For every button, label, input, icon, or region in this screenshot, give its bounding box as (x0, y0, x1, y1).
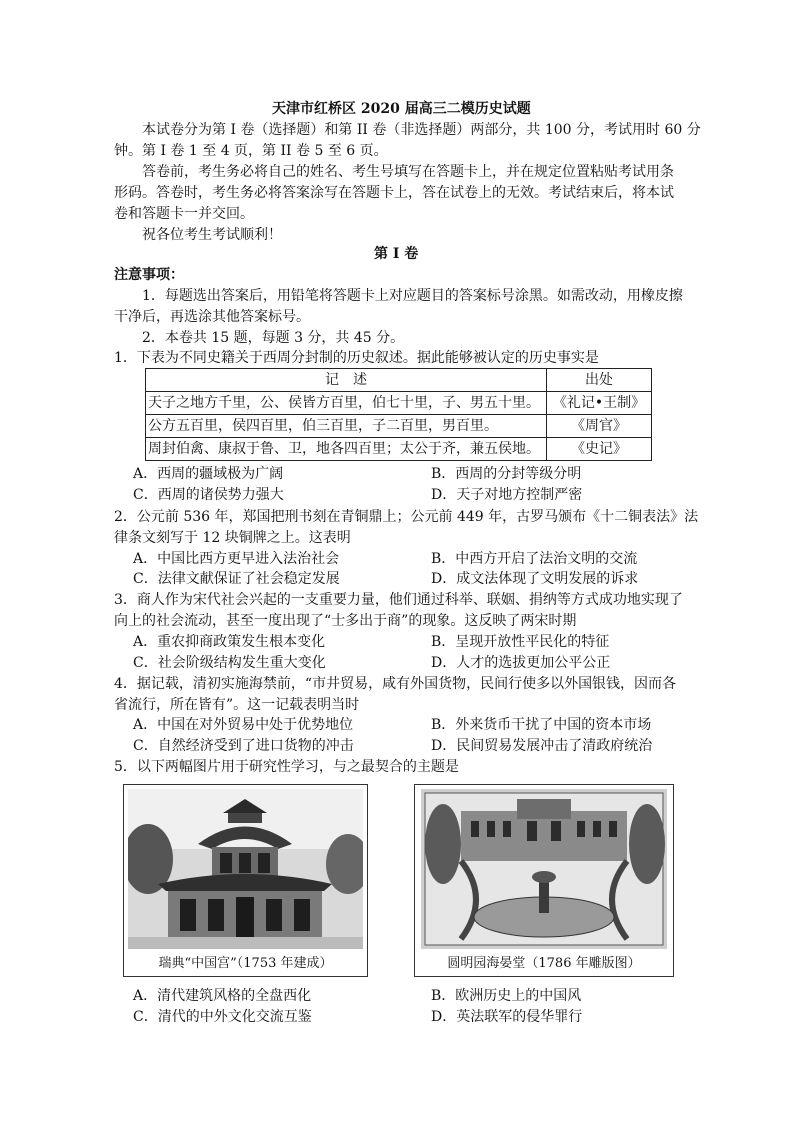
option-c[interactable]: C．清代的中外文化交流互鉴 (133, 1009, 312, 1025)
table-row (146, 415, 652, 438)
photo-haiyantang (414, 784, 674, 977)
notice-heading: 注意事项： (114, 267, 184, 283)
intro-line: 本试卷分为第 I 卷（选择题）和第 II 卷（非选择题）两部分，共 100 分，考试用时 60 分 (142, 122, 701, 138)
table-row (146, 392, 652, 415)
notice-line: 2．本卷共 15 题，每题 3 分，共 45 分。 (142, 330, 405, 346)
option-d[interactable]: D．成文法体现了文明发展的诉求 (431, 571, 639, 587)
option-d[interactable]: D．天子对地方控制严密 (431, 487, 583, 503)
question-stem: 4．据记载，清初实施海禁前，“市井贸易，咸有外国货物，民间行使多以外国银钱，因而各 (114, 676, 677, 692)
option-a[interactable]: A．清代建筑风格的全盘西化 (133, 988, 312, 1004)
notice-line: 1．每题选出答案后，用铅笔将答题卡上对应题目的答案标号涂黑。如需改动，用橡皮擦 (142, 288, 683, 304)
question-stem: 3．商人作为宋代社会兴起的一支重要力量，他们通过科举、联姻、捐纳等方式成功地实现了 (114, 592, 683, 608)
option-b[interactable]: B．欧洲历史上的中国风 (431, 988, 582, 1004)
table-cell: 天子之地方千里，公、侯皆方百里，伯七十里，子、男五十里。 (146, 392, 547, 415)
option-c[interactable]: C．西周的诸侯势力强大 (133, 487, 284, 503)
option-c[interactable]: C．自然经济受到了进口货物的冲击 (133, 738, 354, 754)
question-stem: 向上的社会流动，甚至一度出现了“士多出于商”的现象。这反映了两宋时期 (114, 613, 577, 629)
table-header-row (146, 369, 652, 392)
option-a[interactable]: A．重农抑商政策发生根本变化 (133, 634, 326, 650)
option-b[interactable]: B．外来货币干扰了中国的资本市场 (431, 717, 652, 733)
table-header-cell: 记 述 (146, 369, 547, 392)
option-a[interactable]: A．中国在对外贸易中处于优势地位 (133, 717, 354, 733)
photo-caption: 圆明园海晏堂（1786 年雕版图） (447, 956, 641, 971)
intro-line: 答卷前，考生务必将自己的姓名、考生号填写在答题卡上，并在规定位置粘贴考试用条 (142, 164, 674, 180)
option-b[interactable]: B．中西方开启了法治文明的交流 (431, 551, 638, 567)
option-a[interactable]: A．西周的疆域极为广阔 (133, 466, 284, 482)
table-row (146, 438, 652, 461)
question-stem: 律条文刻写于 12 块铜牌之上。这表明 (114, 530, 351, 546)
intro-line: 形码。答卷时，考生务必将答案涂写在答题卡上，答在试卷上的无效。考试结束后，将本试 (114, 185, 674, 201)
option-b[interactable]: B．西周的分封等级分明 (431, 466, 582, 482)
photo-caption: 瑞典“中国宫”（1753 年建成） (158, 956, 333, 971)
haiyantang-engraving (421, 789, 667, 949)
table-cell: 公方五百里，侯四百里，伯三百里，子二百里，男百里。 (146, 415, 547, 438)
option-d[interactable]: D．英法联军的侵华罪行 (431, 1009, 583, 1025)
question-stem: 省流行，所在皆有”。这一记载表明当时 (114, 697, 360, 713)
option-c[interactable]: C．法律文献保证了社会稳定发展 (133, 571, 340, 587)
table-cell: 《周官》 (547, 415, 652, 438)
section-title: 第 I 卷 (374, 246, 419, 262)
table-cell: 《史记》 (547, 438, 652, 461)
question-stem: 1．下表为不同史籍关于西周分封制的历史叙述。据此能够被认定的历史事实是 (114, 350, 599, 366)
table-cell: 周封伯禽、康叔于鲁、卫，地各四百里；太公于齐，兼五侯地。 (146, 438, 547, 461)
option-d[interactable]: D．人才的选拔更加公平公正 (431, 655, 611, 671)
source-table (145, 368, 652, 461)
option-b[interactable]: B．呈现开放性平民化的特征 (431, 634, 610, 650)
intro-line: 卷和答题卡一并交回。 (114, 206, 254, 222)
option-a[interactable]: A．中国比西方更早进入法治社会 (133, 551, 340, 567)
exam-title: 天津市红桥区 2020 届高三二模历史试题 (272, 101, 531, 117)
table-header-cell: 出处 (547, 369, 652, 392)
table-cell: 《礼记•王制》 (547, 392, 652, 415)
intro-line: 钟。第 I 卷 1 至 4 页，第 II 卷 5 至 6 页。 (114, 143, 388, 159)
option-c[interactable]: C．社会阶级结构发生重大变化 (133, 655, 326, 671)
notice-line: 干净后，再选涂其他答案标号。 (114, 309, 310, 325)
photo-chinese-pavilion (123, 784, 368, 977)
chinese-pavilion-image (128, 789, 363, 949)
question-stem: 2．公元前 536 年，郑国把刑书刻在青铜鼎上；公元前 449 年，古罗马颁布《十二铜表法》法 (114, 509, 699, 525)
option-d[interactable]: D．民间贸易发展冲击了清政府统治 (431, 738, 653, 754)
intro-line: 祝各位考生考试顺利！ (142, 227, 282, 243)
question-stem: 5．以下两幅图片用于研究性学习，与之最契合的主题是 (114, 759, 459, 775)
